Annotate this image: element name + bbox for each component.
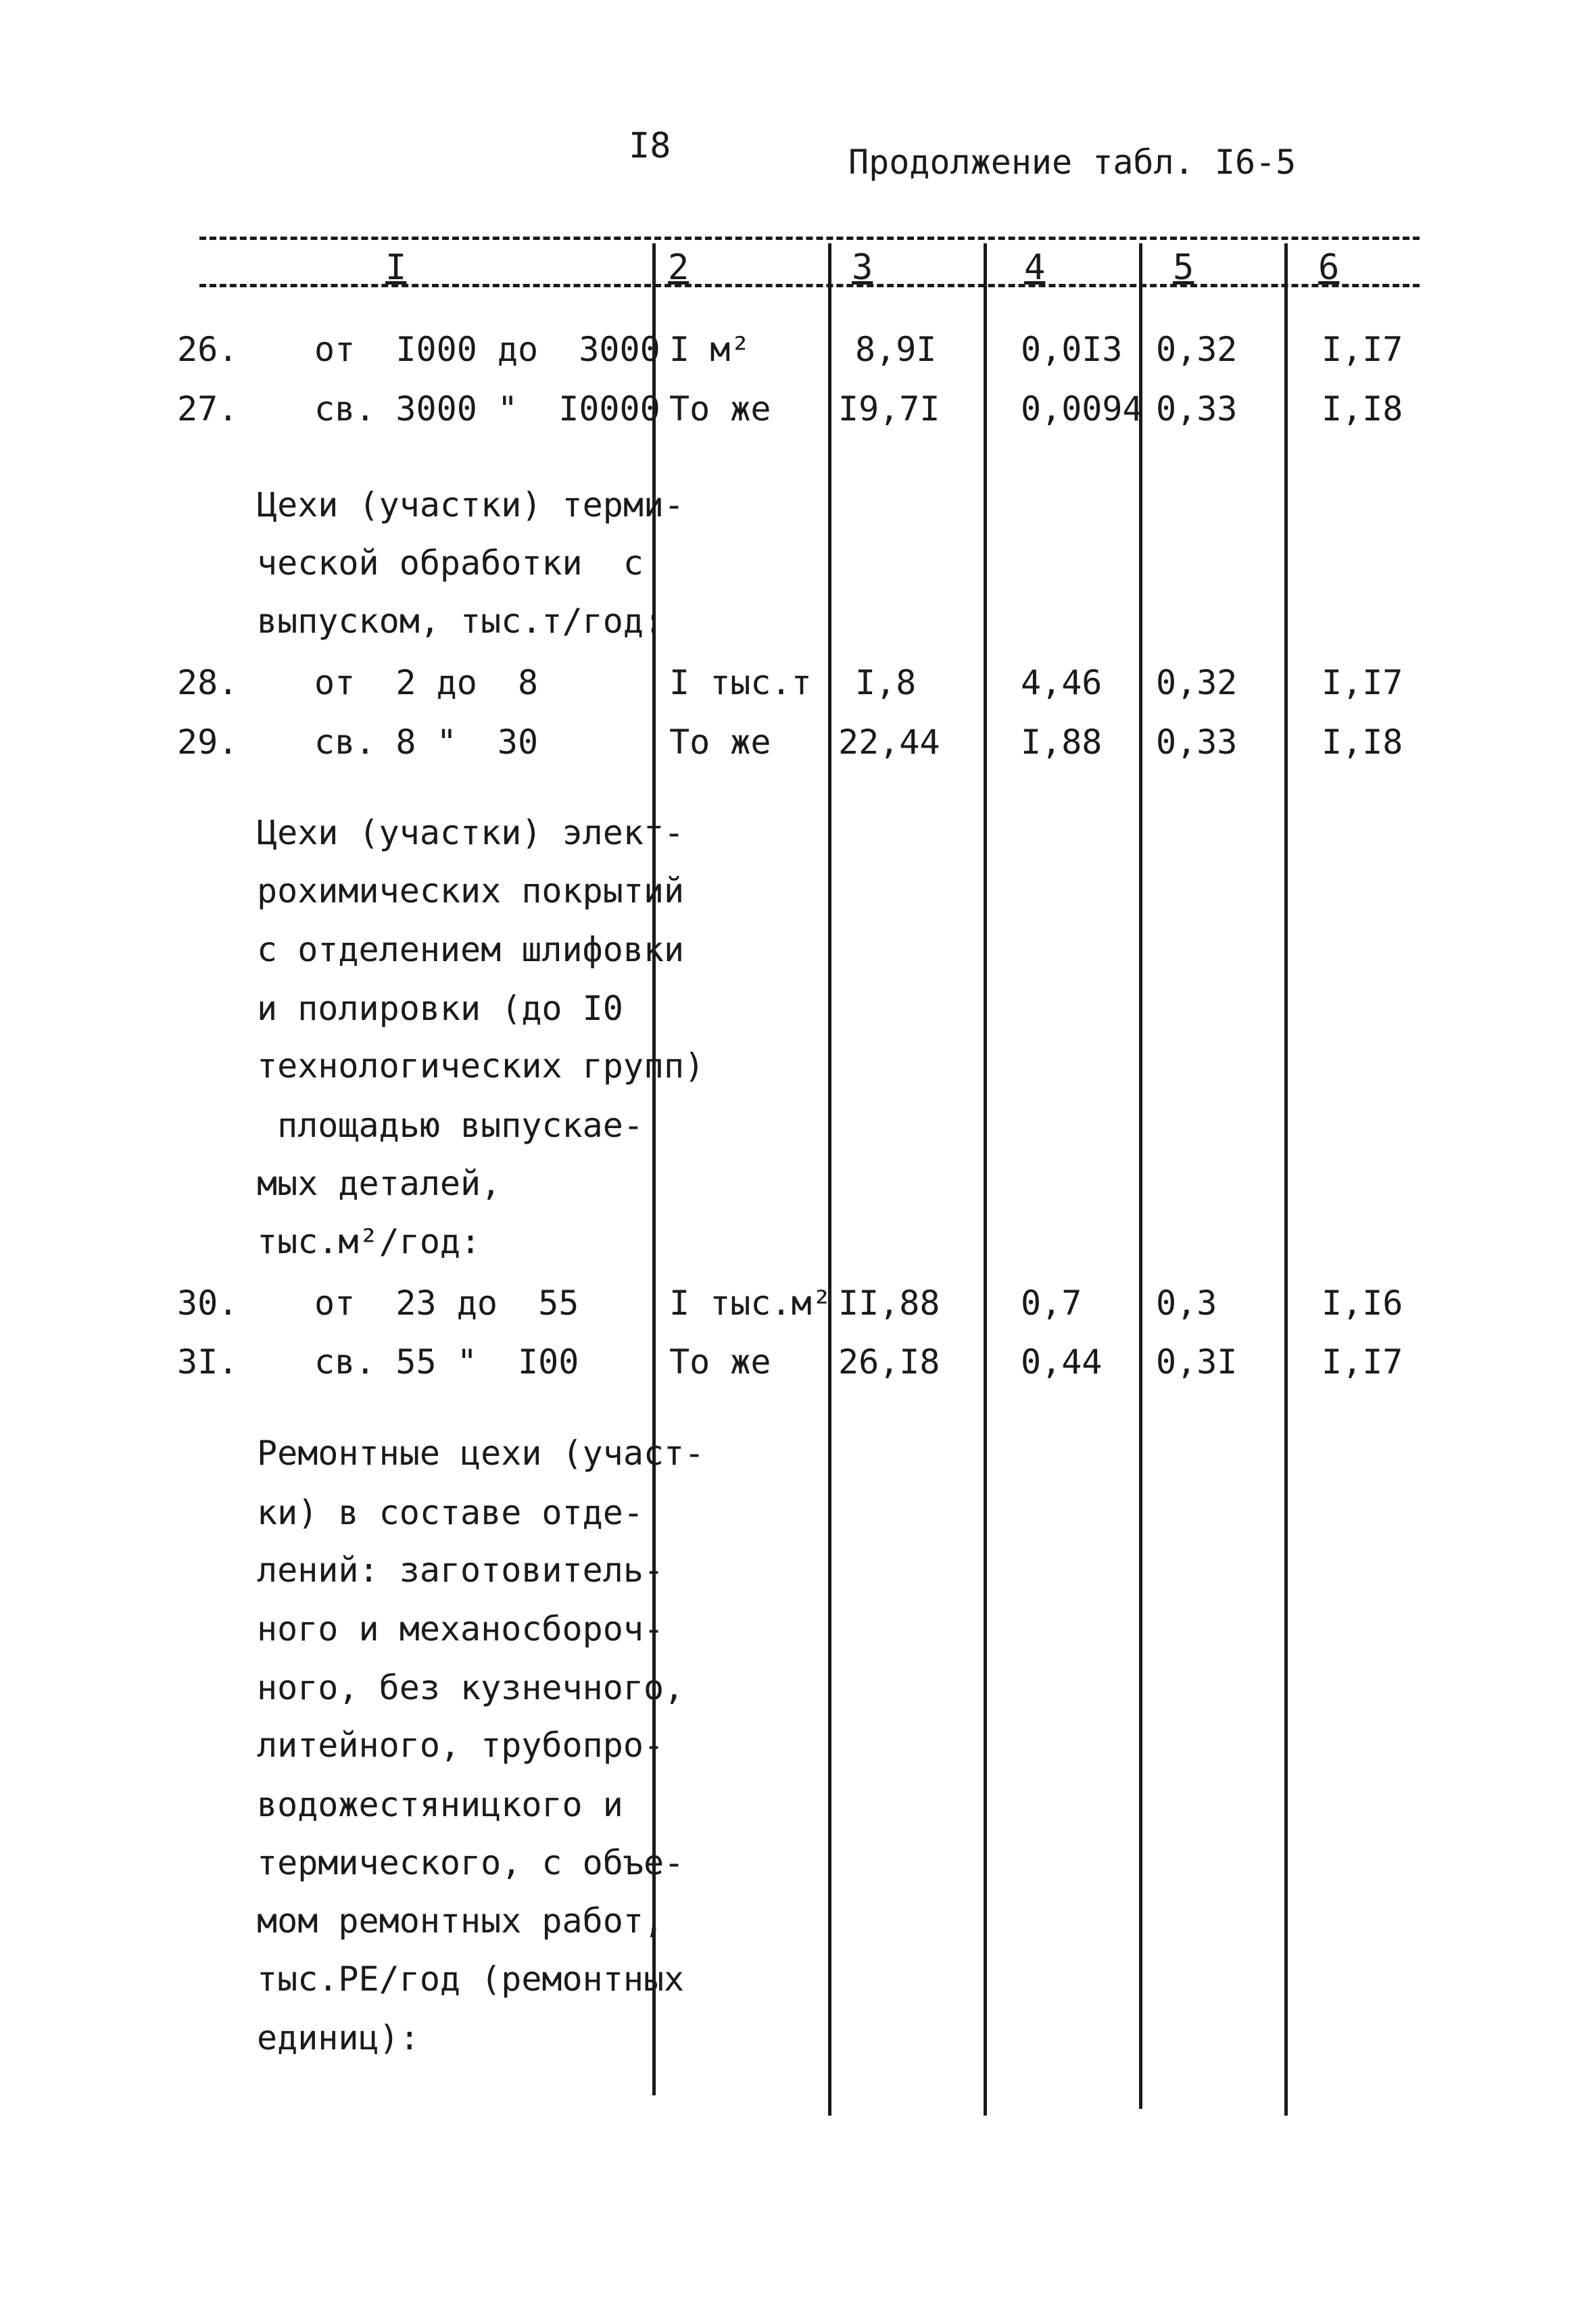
row-col4: 0,7 [1021,1284,1082,1323]
column-divider-2 [828,243,831,2116]
row-col3: II,88 [838,1284,940,1323]
row-number: 26. [177,330,239,369]
row-unit: То же [669,389,771,429]
row-name: св. 55 " I00 [314,1342,579,1382]
column-divider-4 [1139,243,1142,2109]
group-line: тыс.РЕ/год (ремонтных [257,1959,685,1999]
row-col5: 0,3I [1156,1342,1238,1382]
column-header-6: 6 [1318,247,1340,288]
group-line: литейного, трубопро- [257,1726,664,1765]
group-line: выпуском, тыс.т/год: [257,602,664,641]
column-divider-3 [984,243,987,2116]
row-col6: I,I7 [1322,663,1403,702]
row-unit: То же [669,723,771,762]
group-line: Цехи (участки) элект- [257,813,685,852]
row-col5: 0,32 [1156,330,1238,369]
row-unit: I м² [669,330,751,369]
group-line: с отделением шлифовки [257,930,685,969]
row-name: св. 3000 " I0000 [314,389,660,429]
group-line: и полировки (до I0 [257,989,623,1028]
row-number: 29. [177,723,239,762]
row-col3: 26,I8 [838,1342,940,1382]
header-top-rule [199,237,1420,240]
row-number: 30. [177,1284,239,1323]
row-unit: То же [669,1342,771,1382]
group-line: рохимических покрытий [257,871,685,910]
group-line: мом ремонтных работ, [257,1901,664,1941]
column-header-5: 5 [1173,247,1194,288]
row-col4: 0,44 [1021,1342,1103,1382]
row-unit: I тыс.м² [669,1284,832,1323]
column-header-4: 4 [1024,247,1046,288]
row-name: от 23 до 55 [314,1284,579,1323]
row-col4: 0,0094 [1021,389,1143,429]
row-number: 27. [177,389,239,429]
group-line: площадью выпускае- [257,1106,644,1145]
row-number: 3I. [177,1342,239,1382]
row-col6: I,I8 [1322,389,1403,429]
row-col6: I,I7 [1322,1342,1403,1382]
group-line: водожестяницкого и [257,1785,623,1824]
group-line: термического, с объе- [257,1843,685,1882]
group-line: ного и механосбороч- [257,1609,664,1649]
group-line: единиц): [257,2018,420,2057]
row-col3: 22,44 [838,723,940,762]
row-col3: 8,9I [855,330,937,369]
table-continuation-title: Продолжение табл. I6-5 [848,143,1297,182]
row-col5: 0,33 [1156,723,1238,762]
row-col6: I,I7 [1322,330,1403,369]
row-col4: I,88 [1021,723,1103,762]
row-col3: I9,7I [838,389,940,429]
row-col6: I,I8 [1322,723,1403,762]
column-divider-5 [1284,243,1288,2116]
group-line: лений: заготовитель- [257,1551,664,1590]
column-header-2: 2 [668,247,690,288]
header-bottom-rule [199,284,1420,287]
row-number: 28. [177,663,239,702]
group-line: тыс.м²/год: [257,1222,481,1261]
group-line: мых деталей, [257,1164,502,1203]
row-col6: I,I6 [1322,1284,1403,1323]
row-col4: 4,46 [1021,663,1103,702]
group-line: технологических групп) [257,1046,705,1086]
row-col5: 0,33 [1156,389,1238,429]
column-header-3: 3 [852,247,873,288]
row-name: от 2 до 8 [314,663,539,702]
row-name: от I000 до 3000 [314,330,660,369]
row-col5: 0,3 [1156,1284,1217,1323]
row-col4: 0,0I3 [1021,330,1123,369]
group-line: ного, без кузнечного, [257,1668,685,1707]
page-number: I8 [629,126,671,166]
row-unit: I тыс.т [669,663,812,702]
group-line: ческой обработки с [257,543,644,583]
group-line: Ремонтные цехи (участ- [257,1434,705,1473]
column-header-1: I [385,247,407,288]
group-line: Цехи (участки) терми- [257,485,685,525]
group-line: ки) в составе отде- [257,1493,644,1532]
row-col5: 0,32 [1156,663,1238,702]
row-name: св. 8 " 30 [314,723,539,762]
row-col3: I,8 [855,663,917,702]
